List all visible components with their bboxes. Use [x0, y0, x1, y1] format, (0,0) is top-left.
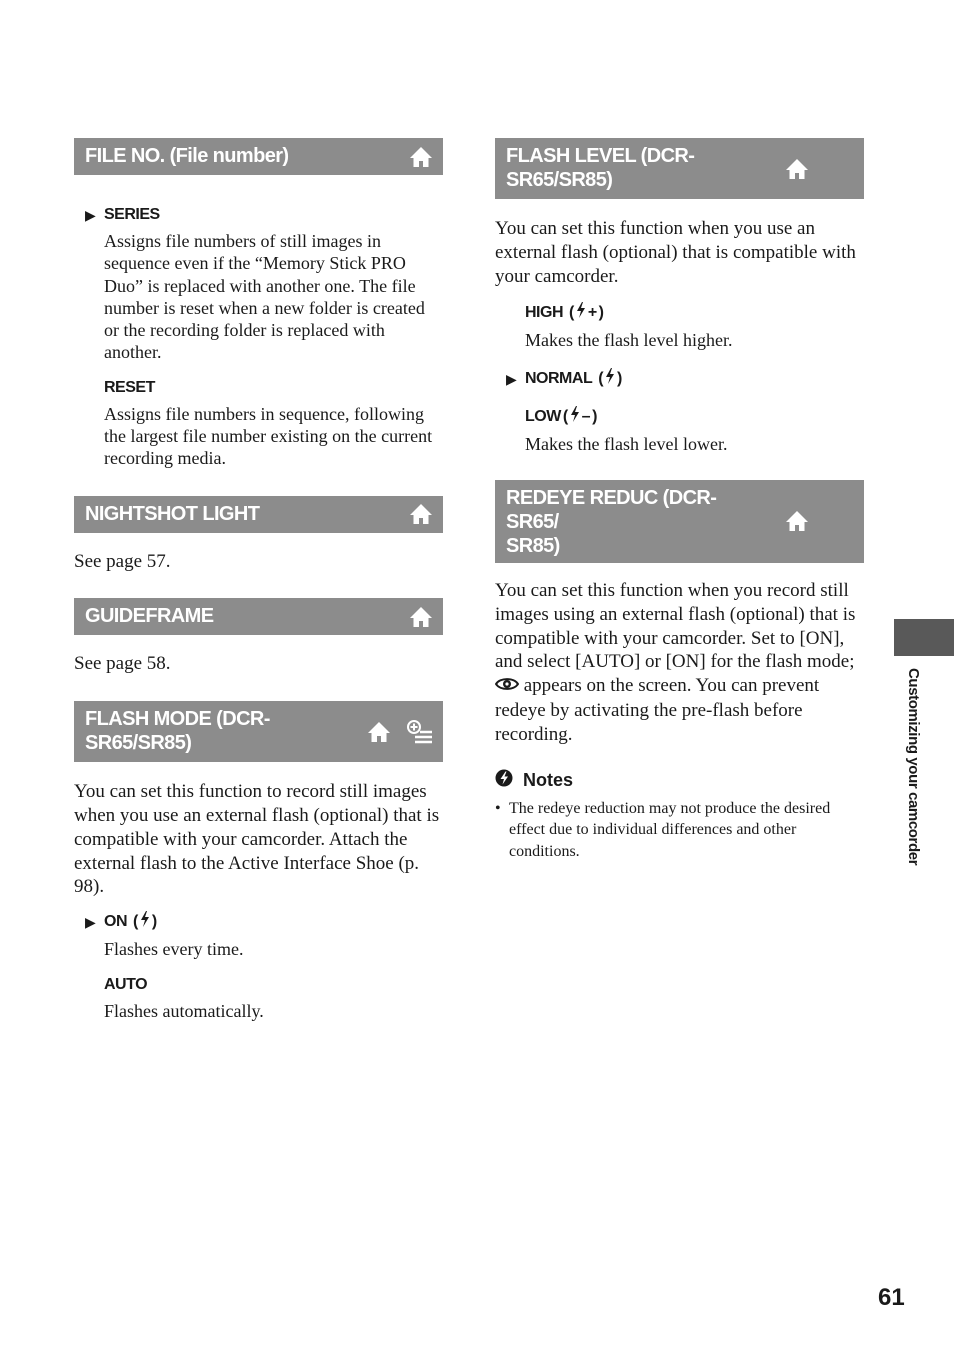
notes-heading: Notes	[495, 769, 864, 792]
flash-icon	[140, 911, 150, 933]
note-item: • The redeye reduction may not produce the desired effect due to individual differences and other conditions.	[495, 799, 831, 860]
option-label: HIGH	[525, 304, 563, 322]
section-text: See page 57.	[74, 550, 171, 572]
option-description: Assigns file numbers in sequence, following the largest file number existing on the current recording media.	[104, 403, 433, 469]
option-series	[85, 205, 443, 364]
section-title: FLASH MODE (DCR-SR65/SR85)	[85, 708, 270, 755]
flash-icon	[605, 368, 615, 390]
home-icon	[409, 606, 433, 628]
section-header-nightshot-light	[74, 496, 443, 533]
section-text: See page 58.	[74, 653, 171, 675]
home-icon	[409, 503, 433, 525]
section-header-redeye-reduc	[495, 480, 864, 563]
section-title-line-2: SR85)	[506, 534, 560, 557]
option-label: LOW	[525, 407, 561, 425]
option-label: NORMAL	[525, 369, 593, 387]
section-title: GUIDEFRAME	[85, 605, 214, 628]
side-tab-label: Customizing your camcorder	[905, 668, 922, 866]
flash-icon	[576, 302, 586, 324]
section-header-flash-level	[495, 138, 864, 199]
page-number: 61	[878, 1284, 905, 1311]
section-title-line-1: REDEYE REDUC (DCR-SR65/	[506, 486, 717, 533]
option-description: Flashes automatically.	[104, 1000, 264, 1021]
option-low: LOW ( – ) Makes the flash level lower.	[525, 406, 864, 455]
section-title: FILE NO. (File number)	[85, 145, 289, 167]
right-column	[495, 138, 864, 862]
section-title: FLASH LEVEL (DCR-SR65/SR85)	[506, 145, 695, 191]
triangle-right-icon: ▶	[506, 370, 517, 387]
section-text: You can set this function to record still images when you use an external flash (optional) that is compatible with your camcorder. Attach the external flash to the Active Interface Shoe (p. 98).	[74, 781, 440, 898]
option-high: HIGH ( + ) Makes the flash level higher.	[525, 302, 864, 351]
eye-icon	[495, 675, 519, 699]
option-description: Makes the flash level higher.	[525, 330, 733, 351]
section-text: You can set this function when you record still images using an external flash (optional) that is compatible with your camcorder. Set to [ON], and select [AUTO] or [ON] for the flash mode; appears on the screen. You can prevent redeye by activating the pre-flash before recording.	[495, 579, 856, 745]
section-title: NIGHTSHOT LIGHT	[85, 502, 260, 525]
option-label: ON	[104, 913, 127, 931]
home-icon	[785, 510, 809, 532]
side-tab	[894, 619, 954, 656]
option-description: Assigns file numbers of still images in sequence even if the “Memory Stick PRO Duo” is replaced with another one. The file number is reset when a new folder is created or the recording folder is replaced with another.	[104, 231, 425, 363]
section-text: You can set this function when you use an external flash (optional) that is compatible with your camcorder.	[495, 218, 856, 287]
display-settings-icon	[407, 720, 433, 744]
option-reset	[104, 378, 443, 470]
option-normal: ▶ NORMAL ( )	[525, 368, 864, 390]
section-header-guideframe	[74, 598, 443, 635]
option-description: Flashes every time.	[104, 939, 244, 960]
left-column	[74, 138, 443, 1022]
section-header-file-no	[74, 138, 443, 175]
option-label: SERIES	[104, 206, 160, 223]
triangle-right-icon: ▶	[85, 914, 96, 931]
triangle-right-icon: ▶	[85, 207, 96, 223]
option-auto	[104, 975, 443, 1022]
option-description: Makes the flash level lower.	[525, 433, 728, 454]
option-label: RESET	[104, 378, 155, 396]
option-label: AUTO	[104, 975, 148, 993]
home-icon	[409, 146, 433, 168]
section-header-flash-mode	[74, 701, 443, 762]
home-icon	[785, 158, 809, 180]
home-icon	[367, 721, 391, 743]
notes-icon	[495, 769, 513, 792]
flash-icon	[570, 406, 580, 428]
option-on: ▶ ON ( ) Flashes every time.	[104, 911, 443, 960]
